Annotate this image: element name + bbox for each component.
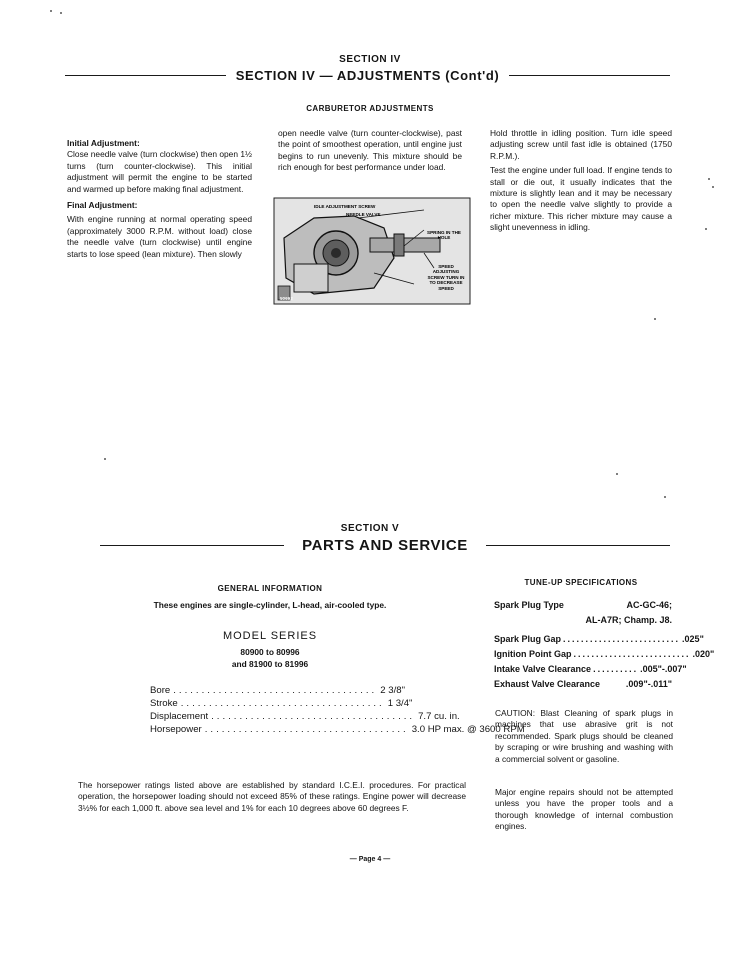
scan-speck	[654, 318, 656, 320]
idle-throttle-text: Hold throttle in idling position. Turn idle speed adjusting screw until fast idle is obtained (1750 R.P.M.).	[490, 128, 672, 161]
initial-adjustment-heading: Initial Adjustment:	[67, 138, 140, 148]
spec-value: 1 3/4"	[387, 698, 413, 709]
spec-row-bore	[150, 684, 405, 697]
tune-up-label: Intake Valve Clearance	[494, 664, 592, 674]
scan-speck	[664, 496, 666, 498]
model-series-heading: MODEL SERIES	[222, 630, 318, 642]
scan-speck	[708, 178, 710, 180]
adjustments-column-2	[278, 128, 462, 174]
tune-up-label: Spark Plug Gap	[494, 634, 562, 644]
tune-up-value: .025"	[682, 634, 704, 644]
adjustments-column-1	[67, 138, 252, 260]
section-v-heading-row	[100, 537, 670, 554]
leader-dots	[602, 677, 624, 692]
spark-plug-type-row-2	[494, 613, 672, 628]
page-number: — Page 4 —	[349, 856, 391, 863]
tune-up-value: .020"	[692, 649, 715, 659]
leader-dots: ..........................	[563, 634, 681, 644]
full-load-test-text: Test the engine under full load. If engine tends to stall or die out, it usually indicates that the mixture is slightly lean and it may be necessary to open the needle valve slightly to provide a richer mixture. This richer mixture may cause a slight unevenness in idling.	[490, 165, 672, 233]
tune-up-label: Ignition Point Gap	[494, 649, 572, 659]
section-v-heading: PARTS AND SERVICE	[302, 537, 468, 554]
major-repairs-note	[495, 787, 673, 833]
heading-rule-right	[486, 545, 670, 546]
spring-label: SPRING IN THE HOLE	[427, 230, 461, 241]
section-iv-heading-row	[65, 68, 670, 83]
scan-speck	[616, 473, 618, 475]
leader-dots: ....................................	[180, 698, 385, 709]
spec-row-stroke	[150, 697, 413, 710]
heading-rule-left	[100, 545, 284, 546]
section-v-label: SECTION V	[340, 523, 400, 534]
needle-valve-text: open needle valve (turn counter-clockwise), past the point of smoothest operation, until engine just begins to run unevenly. This mixture should be rich enough for best performance under load.	[278, 128, 462, 173]
spec-label: Horsepower	[150, 724, 202, 735]
spark-plug-type-row	[494, 598, 672, 613]
intake-valve-clearance-row	[494, 662, 687, 677]
spark-plug-gap-row	[494, 632, 704, 647]
speed-screw-label: SPEED ADJUSTING SCREW TURN IN TO DECREASE SPEED	[427, 264, 465, 291]
scan-speck	[712, 186, 714, 188]
leader-dots: ....................................	[173, 685, 378, 696]
heading-rule-right	[509, 75, 670, 76]
leader-dots: ..........	[593, 664, 639, 674]
spec-row-horsepower	[150, 723, 525, 736]
model-range-1: 80900 to 80996	[240, 647, 300, 657]
spec-label: Stroke	[150, 698, 178, 709]
tune-up-specifications-heading: TUNE-UP SPECIFICATIONS	[524, 578, 638, 587]
carburetor-figure	[274, 198, 470, 304]
final-adjustment-text: With engine running at normal operating speed (approximately 3000 R.P.M. without load) close the needle valve (turn clockwise) until engine starts to lose speed (lean mixture). Then slowly	[67, 214, 252, 259]
scan-speck	[50, 10, 52, 12]
major-repairs-text: Major engine repairs should not be attempted unless you have the proper tools and a thorough knowledge of internal combustion engines.	[495, 787, 673, 832]
carburetor-adjustments-heading: CARBURETOR ADJUSTMENTS	[306, 104, 434, 113]
spec-value: 2 3/8"	[380, 685, 405, 696]
tune-up-spec-list	[494, 598, 715, 692]
spark-plug-type-value-2: AL-A7R; Champ. J8.	[585, 615, 672, 625]
section-iv-label: SECTION IV	[339, 54, 401, 65]
model-range-2: and 81900 to 81996	[231, 659, 309, 669]
spec-value: 7.7 cu. in.	[418, 711, 460, 722]
exhaust-valve-clearance-row	[494, 677, 672, 692]
spark-plug-type-value: AC-GC-46;	[626, 600, 672, 610]
scan-speck	[60, 12, 62, 14]
idle-screw-label: IDLE ADJUSTMENT SCREW	[314, 204, 376, 209]
spec-label: Bore	[150, 685, 171, 696]
scan-speck	[104, 458, 106, 460]
scan-speck	[705, 228, 707, 230]
horsepower-note-text: The horsepower ratings listed above are established by standard I.C.E.I. procedures. For practical operation, the horsepower loading should not exceed 85% of these ratings. Engine power will decrease 3½% for each 1,000 ft. above sea level and 1% for each 10 degrees above 60 degrees F.	[78, 780, 466, 813]
tune-up-value: .005"-.007"	[640, 664, 687, 674]
tune-up-label: Exhaust Valve Clearance	[494, 679, 601, 689]
leader-dots: ....................................	[204, 724, 409, 735]
engine-type-text: These engines are single-cylinder, L-head, air-cooled type.	[153, 600, 387, 610]
tune-up-value: .009"-.011"	[625, 679, 672, 689]
caution-note	[495, 708, 673, 765]
figure-number: 50692	[280, 296, 293, 301]
spec-row-displacement	[150, 710, 460, 723]
final-adjustment-heading: Final Adjustment:	[67, 200, 138, 211]
horsepower-note	[78, 780, 466, 814]
caution-text: CAUTION: Blast Cleaning of spark plugs in machines that use abrasive grit is not recommended. Spark plugs should be cleaned by scraping or wire brushing and washing with a commercial solvent or gasoline.	[495, 708, 673, 764]
section-iv-heading: SECTION IV — ADJUSTMENTS (Cont'd)	[235, 68, 500, 83]
spec-label: Displacement	[150, 711, 209, 722]
model-specs-list	[150, 684, 525, 736]
leader-dots: ..........................	[573, 649, 691, 659]
general-information-heading: GENERAL INFORMATION	[217, 584, 323, 593]
spec-value: 3.0 HP max. @ 3600 RPM	[411, 724, 525, 735]
adjustments-column-3	[490, 128, 672, 234]
heading-rule-left	[65, 75, 226, 76]
needle-valve-label: NEEDLE VALVE	[346, 212, 381, 217]
initial-adjustment-text: Close needle valve (turn clockwise) then open 1½ turns (turn counter-clockwise). This initial adjustment will permit the engine to be started and warmed up before making final adjustment.	[67, 149, 252, 194]
leader-dots: ....................................	[211, 711, 416, 722]
ignition-point-gap-row	[494, 647, 715, 662]
spark-plug-type-label: Spark Plug Type	[494, 600, 564, 610]
